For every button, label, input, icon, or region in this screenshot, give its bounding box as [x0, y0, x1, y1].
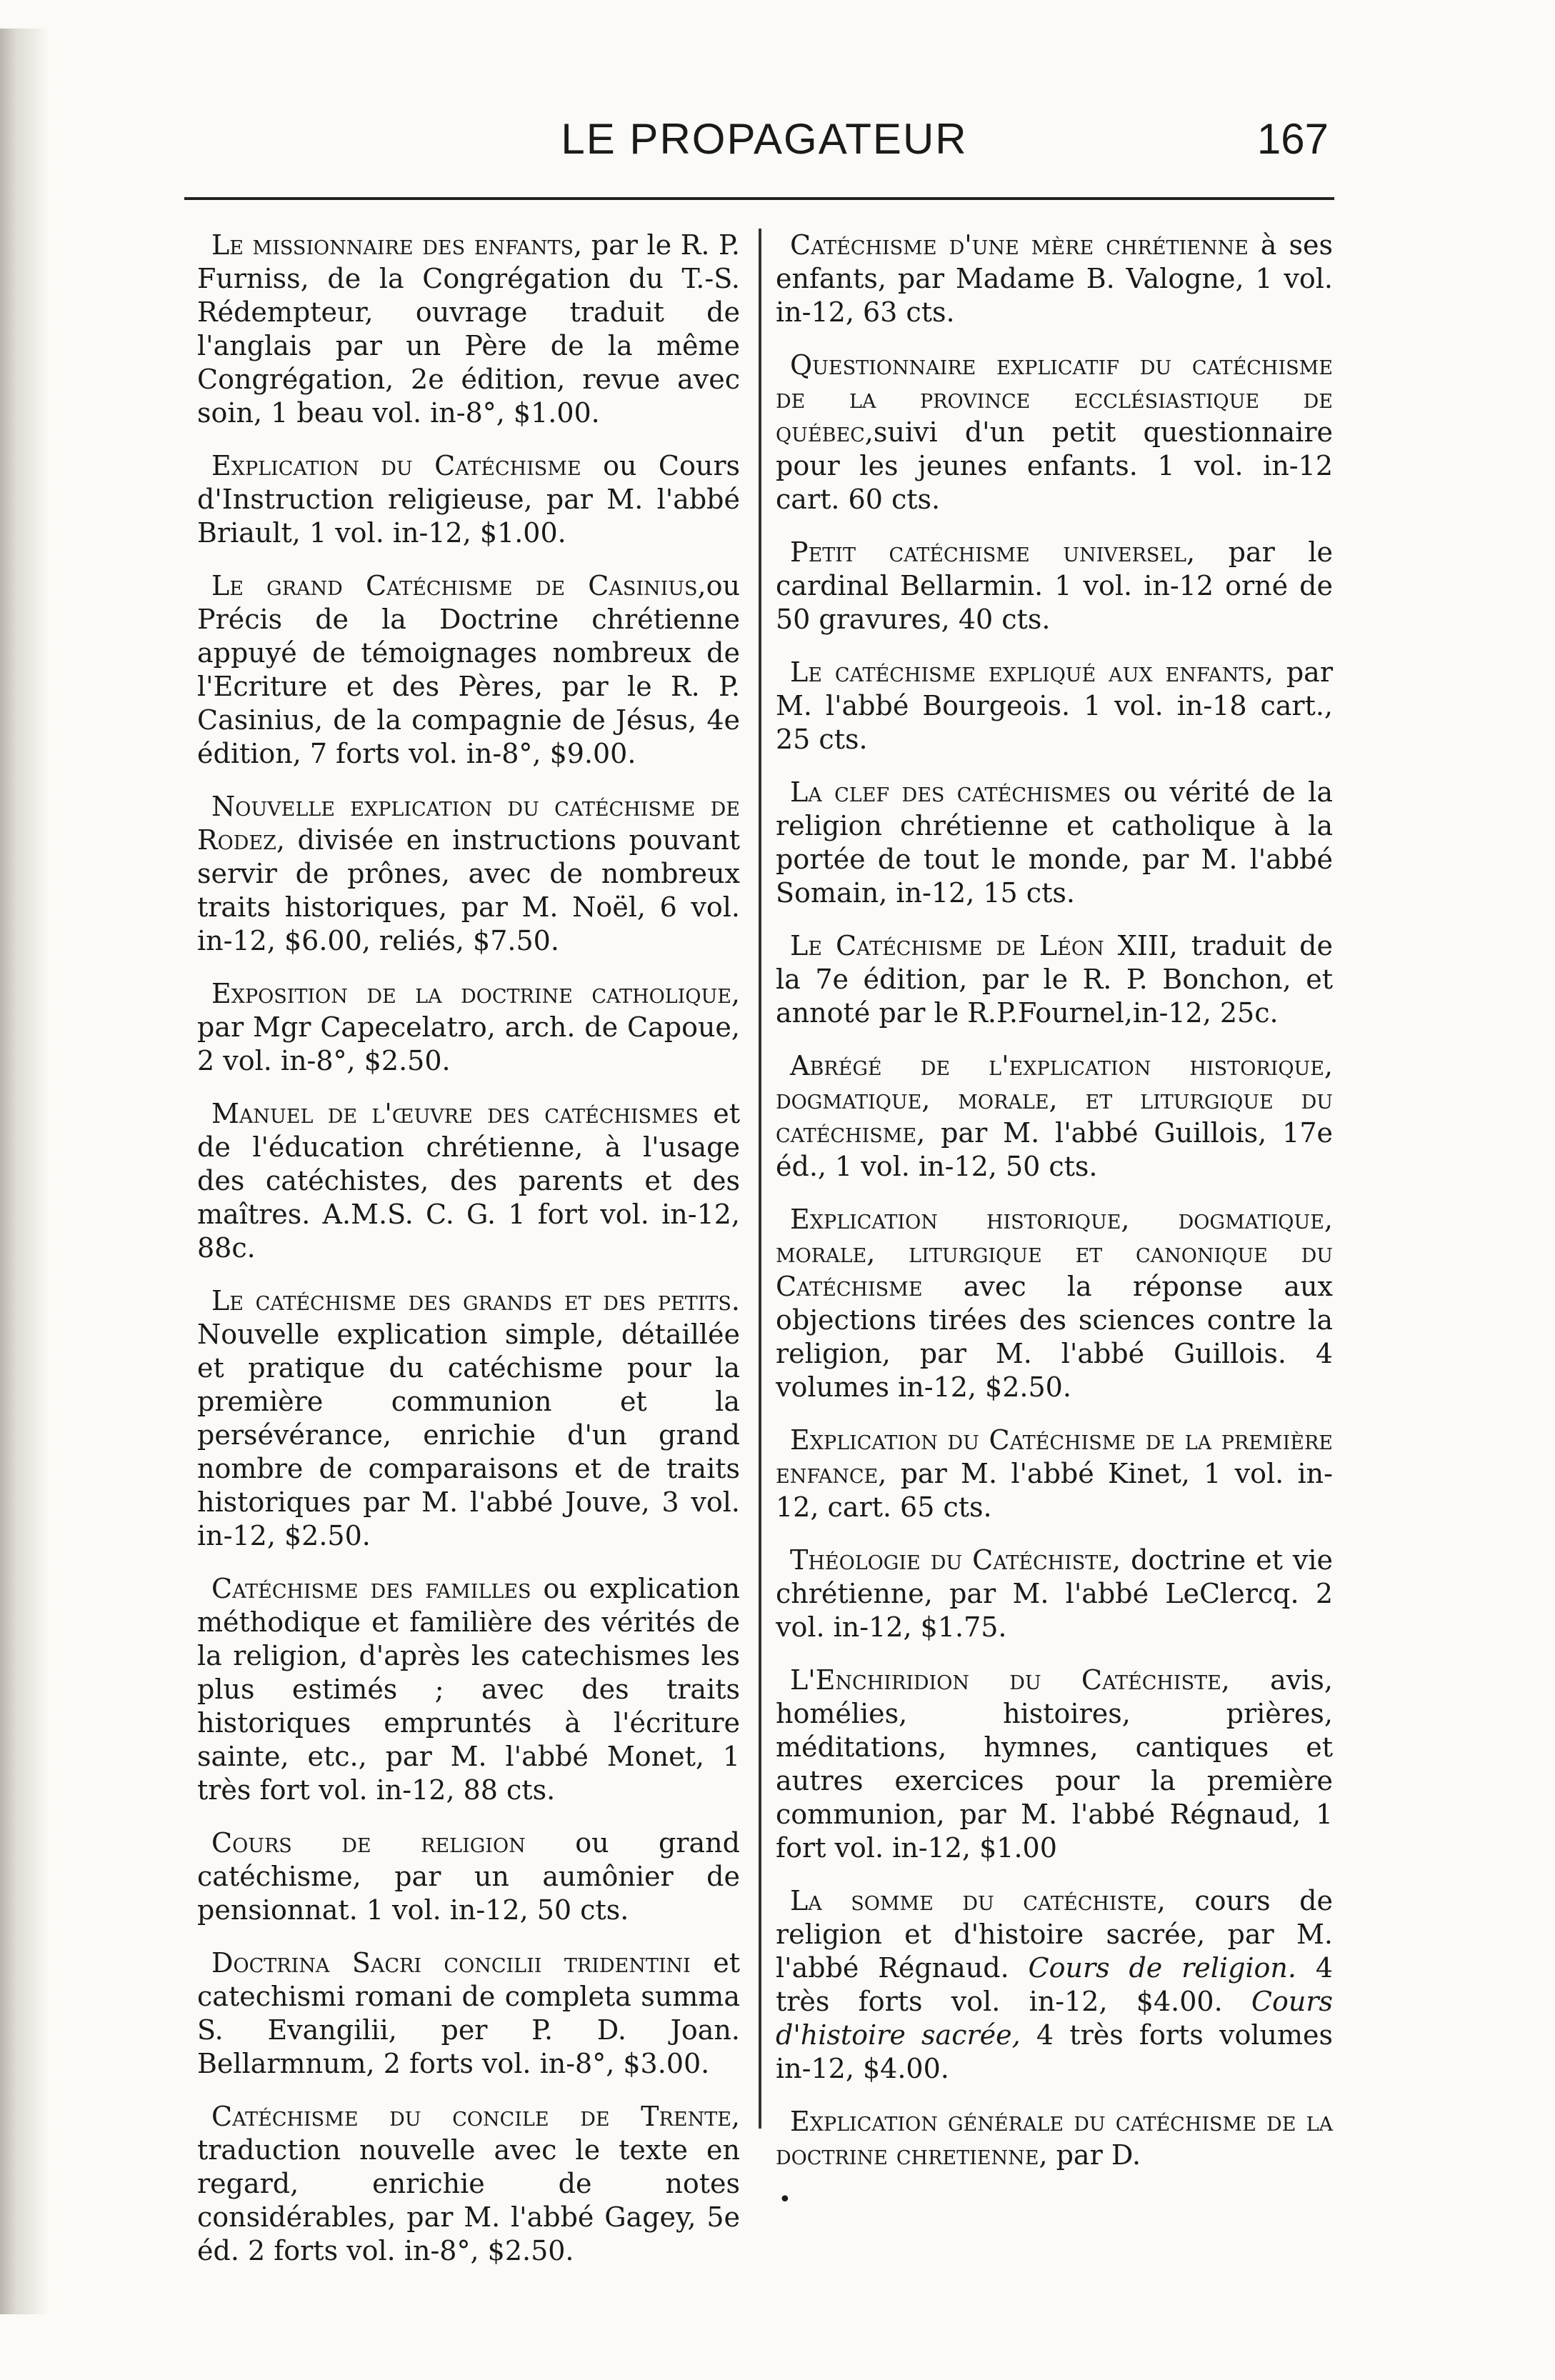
- entry-body: 4 très forts vol. in-12, $4.00.: [776, 1952, 1334, 2017]
- scanned-page-edge: [0, 29, 50, 2314]
- entry-title: Le Catéchisme de Léon XIII,: [790, 930, 1178, 961]
- entry-body: par le R. P. Furniss, de la Congrégation du T.-S. Rédempteur, ouvrage traduit de l'anglais par un Père de la même Congrégation, 2e édition, revue avec soin, 1 beau vol. in-8°, $1.00.: [197, 229, 740, 429]
- entry-title: Questionnaire explicatif du catéchisme de la province ecclésiastique de québec,: [776, 349, 1333, 448]
- catalog-entry: [197, 1097, 740, 1265]
- catalog-entry: [197, 790, 740, 958]
- entry-body: avec la réponse aux objections tirées des sciences contre la religion, par M. l'abbé Guillois. 4 volumes in-12, $2.50.: [776, 1271, 1333, 1403]
- catalog-entry: [197, 569, 740, 771]
- entry-body: traduit de la 7e édition, par le R. P. Bonchon, et annoté par le R.P.Fournel,in-12, 25c.: [776, 930, 1333, 1029]
- entry-body: par M. l'abbé Guillois, 17e éd., 1 vol. in-12, 50 cts.: [776, 1117, 1333, 1182]
- right-column: [776, 229, 1333, 2191]
- catalog-entry: [776, 229, 1333, 329]
- entry-body: et de l'éducation chrétienne, à l'usage des catéchistes, des parents et des maîtres. A.M.S. C. G. 1 fort vol. in-12, 88c.: [197, 1098, 741, 1264]
- entry-body: par Mgr Capecelatro, arch. de Capoue, 2 vol. in-8°, $2.50.: [197, 1011, 740, 1076]
- entry-title: Cours de religion: [211, 1827, 526, 1859]
- entry-title: Petit catéchisme universel,: [790, 536, 1196, 568]
- entry-title: Explication générale du catéchisme de la doctrine chretienne,: [776, 2106, 1333, 2171]
- entry-body: à ses enfants, par Madame B. Valogne, 1 vol. in-12, 63 cts.: [776, 229, 1333, 328]
- entry-title: Abrégé de l'explication historique, dogmatique, morale, et liturgique du catéchisme,: [776, 1050, 1333, 1149]
- entry-title: Explication historique, dogmatique, morale, liturgique et canonique du Catéchisme: [776, 1204, 1333, 1302]
- column-divider: [759, 229, 761, 2129]
- entry-body: suivi d'un petit questionnaire pour les jeunes enfants. 1 vol. in-12 cart. 60 cts.: [776, 416, 1333, 515]
- catalog-entry: [197, 977, 740, 1078]
- entry-title: Le catéchisme expliqué aux enfants,: [790, 656, 1274, 688]
- catalog-entry: [197, 1946, 740, 2081]
- catalog-entry: [776, 656, 1333, 756]
- entry-body: ou Cours d'Instruction religieuse, par M. l'abbé Briault, 1 vol. in-12, $1.00.: [197, 450, 741, 549]
- entry-title: Nouvelle explication du catéchisme de Rodez,: [197, 791, 740, 856]
- entry-body: traduction nouvelle avec le texte en regard, enrichie de notes considérables, par M. l'abbé Gagey, 5e éd. 2 forts vol. in-8°, $2.50.: [197, 2134, 740, 2266]
- entry-body: Nouvelle explication simple, détaillée et pratique du catéchisme pour la première communion et la persévérance, enrichie d'un grand nombre de comparaisons et de traits historiques par M. l'abbé Jouve, 3 vol. in-12, $2.50.: [197, 1319, 740, 1551]
- entry-title: Exposition de la doctrine catholique,: [211, 978, 740, 1009]
- entry-body: par D.: [1047, 2139, 1141, 2171]
- entry-body: doctrine et vie chrétienne, par M. l'abbé LeClercq. 2 vol. in-12, $1.75.: [776, 1544, 1333, 1643]
- page-number: 167: [1256, 115, 1329, 163]
- entry-body: 4 très forts volumes in-12, $4.00.: [776, 2019, 1333, 2084]
- entry-body: par M. l'abbé Bourgeois. 1 vol. in-18 cart., 25 cts.: [776, 656, 1333, 755]
- entry-body: cours de religion et d'histoire sacrée, par M. l'abbé Régnaud.: [776, 1885, 1333, 1984]
- entry-body: par M. l'abbé Kinet, 1 vol. in-12, cart. 65 cts.: [776, 1458, 1333, 1523]
- catalog-entry: [197, 1284, 740, 1553]
- entry-italic: Cours de religion.: [1028, 1952, 1296, 1984]
- running-title: LE PROPAGATEUR: [561, 115, 968, 163]
- entry-title: Explication du Catéchisme: [211, 450, 581, 481]
- catalog-entry: [776, 1049, 1333, 1184]
- entry-body: avis, homélies, histoires, prières, méditations, hymnes, cantiques et autres exercices pour la première communion, par M. l'abbé Régnaud, 1 fort vol. in-12, $1.00: [776, 1664, 1334, 1864]
- entry-title: Le missionnaire des enfants,: [211, 229, 583, 261]
- entry-title: Catéchisme d'une mère chrétienne: [790, 229, 1249, 261]
- footer-mark: •: [779, 2187, 791, 2212]
- entry-title: L'Enchiridion du Catéchiste,: [790, 1664, 1230, 1696]
- entry-title: La clef des catéchismes: [790, 776, 1111, 808]
- catalog-entry: [197, 1826, 740, 1927]
- entry-body: ou grand catéchisme, par un aumônier de pensionnat. 1 vol. in-12, 50 cts.: [197, 1827, 740, 1926]
- catalog-entry: [776, 1664, 1333, 1865]
- catalog-entry: [197, 449, 740, 550]
- entry-title: Théologie du Catéchiste,: [790, 1544, 1121, 1576]
- catalog-entry: [776, 1544, 1333, 1644]
- catalog-entry: [776, 349, 1333, 516]
- entry-title: Manuel de l'œuvre des catéchismes: [211, 1098, 699, 1129]
- entry-italic: Cours d'histoire sacrée,: [776, 1986, 1333, 2051]
- entry-title: Explication du Catéchisme de la première enfance,: [776, 1424, 1333, 1489]
- entry-body: et catechismi romani de completa summa S. Evangilii, per P. D. Joan. Bellarmnum, 2 forts vol. in-8°, $3.00.: [197, 1947, 740, 2079]
- entry-title: Le grand Catéchisme de Casinius,: [211, 570, 706, 601]
- catalog-entry: [776, 536, 1333, 636]
- entry-title: Le catéchisme des grands et des petits.: [211, 1285, 740, 1316]
- entry-body: ou Précis de la Doctrine chrétienne appuyé de témoignages nombreux de l'Ecriture et des Pères, par le R. P. Casinius, de la compagnie de Jésus, 4e édition, 7 forts vol. in-8°, $9.00.: [197, 570, 740, 769]
- catalog-entry: [197, 2100, 740, 2268]
- catalog-entry: [776, 776, 1333, 910]
- left-column: [197, 229, 740, 2287]
- entry-title: Catéchisme des familles: [211, 1573, 531, 1604]
- entry-body: divisée en instructions pouvant servir de prônes, avec de nombreux traits historiques, par M. Noël, 6 vol. in-12, $6.00, reliés, $7.50.: [197, 824, 740, 956]
- catalog-entry: [197, 229, 740, 430]
- catalog-entry: [776, 2105, 1333, 2172]
- entry-title: Catéchisme du concile de Trente,: [211, 2101, 740, 2132]
- catalog-entry: [776, 1203, 1333, 1404]
- page-header: [200, 114, 1329, 171]
- catalog-entry: [776, 1884, 1333, 2086]
- catalog-entry: [776, 929, 1333, 1030]
- entry-body: ou vérité de la religion chrétienne et catholique à la portée de tout le monde, par M. l'abbé Somain, in-12, 15 cts.: [776, 776, 1333, 909]
- entry-body: par le cardinal Bellarmin. 1 vol. in-12 orné de 50 gravures, 40 cts.: [776, 536, 1333, 635]
- catalog-entry: [776, 1424, 1333, 1524]
- entry-title: La somme du catéchiste,: [790, 1885, 1166, 1916]
- entry-title: Doctrina Sacri concilii tridentini: [211, 1947, 691, 1979]
- header-rule: [184, 197, 1334, 200]
- catalog-entry: [197, 1572, 740, 1807]
- entry-body: ou explication méthodique et familière des vérités de la religion, d'après les catechismes les plus estimés ; avec des traits historiques empruntés à l'écriture sainte, etc., par M. l'abbé Monet, 1 très fort vol. in-12, 88 cts.: [197, 1573, 740, 1806]
